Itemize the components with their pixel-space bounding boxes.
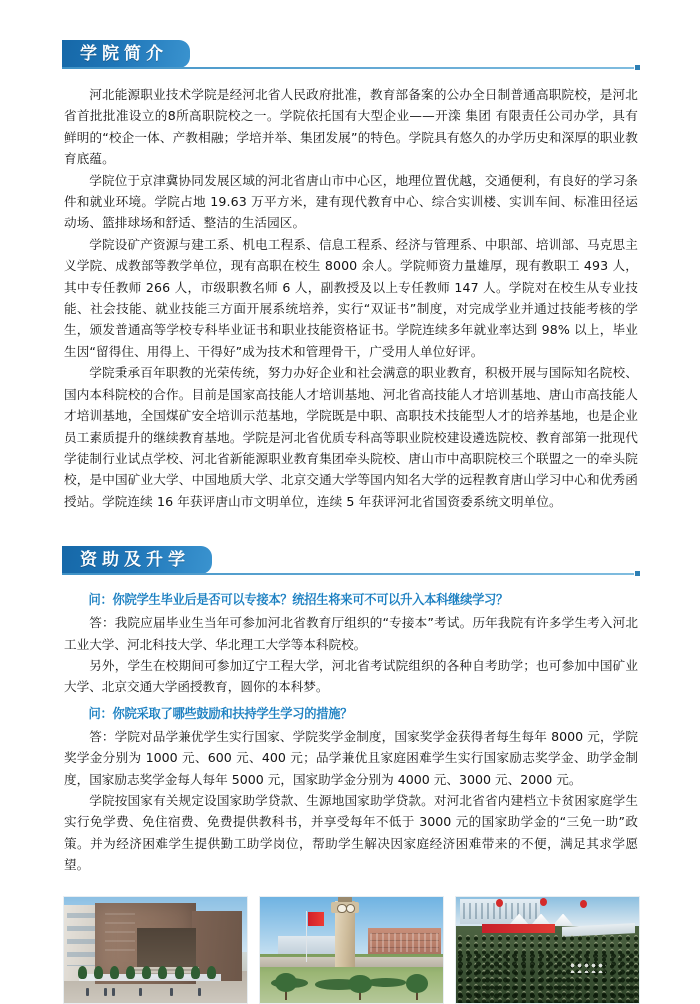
photo-clock-tower [259, 896, 444, 1004]
photo2-hedge [366, 978, 406, 986]
photo3-balloon [496, 899, 503, 907]
spacer-before-funding-2 [0, 532, 700, 546]
photo-military-training [455, 896, 640, 1004]
qa-answer-1a: 答：我院应届毕业生当年可参加河北省教育厅组织的“专接本”考试。历年我院有许多学生考入河北工业大学、河北科技大学、华北理工大学等本科院校。 [64, 615, 638, 652]
qa-question-1: 问：你院学生毕业后是否可以专接本？统招生将来可不可以升入本科继续学习？ [88, 593, 509, 609]
section-tab-funding [62, 546, 212, 574]
intro-body [64, 84, 638, 512]
intro-paragraph-3: 学院设矿产资源与建工系、机电工程系、信息工程系、经济与管理系、中职部、培训部、马克思主义学院、成教部等教学单位，现有高职在校生 8000 余人。学院师资力量雄厚，现有教职工 493 人，其中专任教师 266 人，市级职教名师 6 人，副教授及以上专任教师 147 人。学院对在校生从专业技能、社会技能、就业技能三方面开展系统培养，实行“双证书”制度，对完成学业并通过技能考核的学生，颁发普通高等学校专科毕业证书和职业技能资格证书。学院连续多年就业率达到 98% 以上，毕业生因“留得住、用得上、干得好”成为技术和管理骨干，广受用人单位好评。 [64, 236, 638, 359]
photo1-person [198, 988, 201, 996]
intro-paragraph-4: 学院秉承百年职教的光荣传统，努力办好企业和社会满意的职业教育，积极开展与国际知名院校、国内本科院校的合作。目前是国家高技能人才培训基地、河北省高技能人才培训基地、唐山市高技能人才培训基地，全国煤矿安全培训示范基地，学院既是中职、高职技术技能型人才的培养基地，也是企业员工素质提升的继续教育基地。学院是河北省优质专科高等职业院校建设遴选院校、教育部第一批现代学徒制行业试点学校、河北省新能源职业教育集团牵头院校、唐山市中高职院校三个联盟之一的牵头院校，是中国矿业大学、中国地质大学、北京交通大学等国内知名大学的远程教育唐山学习中心和优秀函授站。学院连续 16 年获评唐山市文明单位，连续 5 年获评河北省国资委系统文明单位。 [64, 365, 638, 509]
photo1-person [139, 988, 142, 996]
intro-paragraph-1: 河北能源职业技术学院是经河北省人民政府批准，教育部备案的公办全日制普通高职院校，是河北省首批批准设立的8所高职院校之一。学院依托国有大型企业——开滦 集团 有限责任公司办学，具有鲜明的“校企一体、产教相融；学培并举、集团发展”的特色。学院具有悠久的办学历史和深厚的职业教育底蕴。 [64, 87, 638, 167]
qa-answer-1b: 另外，学生在校期间可参加辽宁工程大学，河北省考试院组织的各种自考助学；也可参加中国矿业大学、北京交通大学函授教育，圆你的本科梦。 [64, 657, 638, 695]
section-rule-funding [62, 573, 634, 575]
section-tab-intro [62, 40, 190, 68]
qa-answer-2a: 答：学院对品学兼优学生实行国家、学院奖学金制度，国家奖学金获得者每生每年 8000 元，学院奖学金分别为 1000 元、600 元、400 元；品学兼优且家庭困难学生实行国家励志奖学金、助学金制度，国家励志奖学金每人每年 5000 元，国家助学金分别为 4000 元、3000 元、2000 元。 [64, 728, 638, 787]
section-title-intro: 学院简介 [80, 43, 168, 64]
photo1-person [170, 988, 173, 996]
section-rule-dot-funding [635, 571, 640, 576]
spacer-before-photos [0, 876, 700, 888]
photo1-person [104, 988, 107, 996]
section-title-funding: 资助及升学 [80, 549, 190, 570]
photo2-national-flag [308, 912, 324, 926]
photo1-person [86, 988, 89, 996]
section-header-funding [62, 546, 640, 580]
photo3-white-uniform-row [569, 962, 606, 973]
photo3-red-banner [482, 924, 555, 932]
section-rule-dot-intro [635, 65, 640, 70]
clock-icon [331, 902, 358, 913]
spacer-after-intro-header [0, 74, 700, 84]
qa-answer-2b: 学院按国家有关规定设国家助学贷款、生源地国家助学贷款。对河北省省内建档立卡贫困家庭学生实行免学费、免住宿费、免费提供教科书，并享受每年不低于 3000 元的国家助学金的“三免一助”政策。并为经济困难学生提供勤工助学岗位，帮助学生解决因家庭经济困难带来的不便，满足其求学愿望。 [64, 792, 638, 873]
photo2-tree [348, 975, 372, 1000]
qa-question-2: 问：你院采取了哪些鼓励和扶持学生学习的措施？ [88, 706, 353, 722]
photo2-clock-tower-structure [335, 901, 355, 967]
photo-strip [63, 896, 640, 1004]
spacer-before-photos-2 [0, 888, 700, 896]
top-spacer [0, 0, 700, 20]
top-spacer-2 [0, 20, 700, 40]
section-rule-intro [62, 67, 634, 69]
funding-body [64, 590, 638, 875]
photo2-tree [406, 974, 428, 1001]
photo3-student-formation-front [456, 952, 639, 1003]
photo1-tree-row [75, 966, 221, 980]
intro-paragraph-2: 学院位于京津冀协同发展区域的河北省唐山市中心区，地理位置优越，交通便利，有良好的学习条件和就业环境。学院占地 19.63 万平方米，建有现代教育中心、综合实训楼、实训车间、标准田径运动场、篮排球场和舒适、整洁的生活园区。 [64, 172, 638, 231]
photo-campus-building [63, 896, 248, 1004]
section-header-intro [62, 40, 640, 74]
spacer-before-funding [0, 512, 700, 532]
photo3-balloon [540, 898, 547, 906]
photo2-white-building [278, 936, 337, 954]
photo2-tree [275, 973, 297, 1001]
spacer-after-funding-header [0, 580, 700, 590]
photo2-dormitory-building [368, 928, 441, 956]
photo1-person [112, 988, 115, 996]
